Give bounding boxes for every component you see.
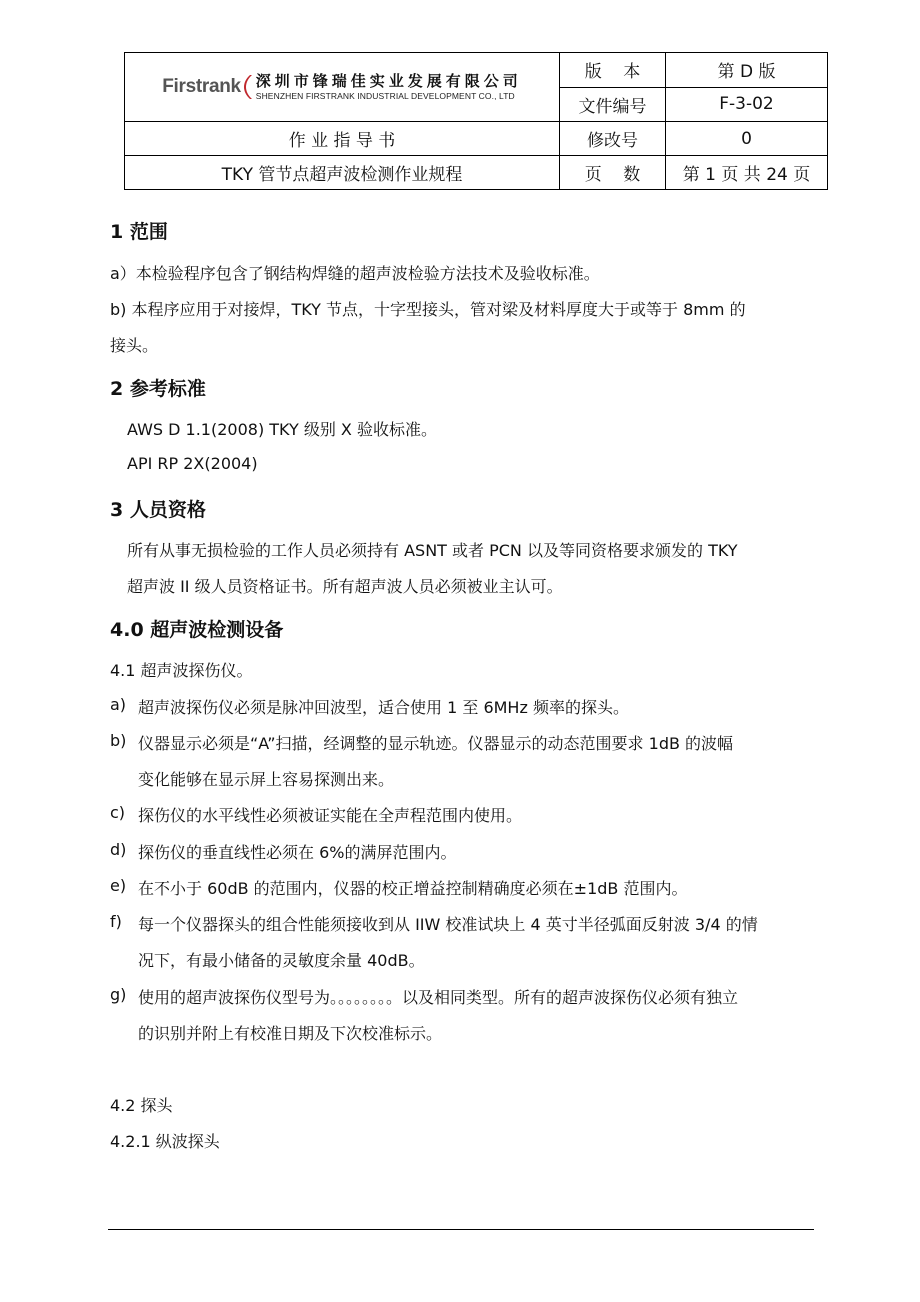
item-text: 况下，有最小储备的灵敏度余量 40dB。 <box>138 951 425 970</box>
item-text: 探伤仪的水平线性必须被证实能在全声程范围内使用。 <box>138 806 523 825</box>
section-4-title: 4.0 超声波检测设备 <box>110 619 284 641</box>
item-label: b) <box>110 731 127 750</box>
item-label: c) <box>110 803 126 822</box>
section-1-item-b-line1: b) 本程序应用于对接焊，TKY 节点，十字型接头，管对梁及材料厚度大于或等于 8mm 的 <box>110 300 746 319</box>
revision-label: 修改号 <box>560 122 666 156</box>
document-header-table <box>124 52 828 190</box>
section-1-title: 1 范围 <box>110 221 168 243</box>
item-text: 在不小于 60dB 的范围内，仪器的校正增益控制精确度必须在±1dB 范围内。 <box>138 879 688 898</box>
section-1-item-a: a）本检验程序包含了钢结构焊缝的超声波检验方法技术及验收标准。 <box>110 264 600 283</box>
section-3-title: 3 人员资格 <box>110 499 206 521</box>
item-label: g) <box>110 985 127 1004</box>
document-type: 作 业 指 导 书 <box>125 122 560 156</box>
revision-value: 0 <box>666 122 828 156</box>
item-label: e) <box>110 876 127 895</box>
document-title: TKY 管节点超声波检测作业规程 <box>125 156 560 190</box>
footer-divider <box>108 1229 814 1230</box>
version-label: 版 本 <box>560 53 666 88</box>
company-logo <box>125 53 559 121</box>
logo-swoosh-icon <box>242 74 254 100</box>
company-logo-cell <box>125 53 560 122</box>
file-number-value: F-3-02 <box>666 87 828 122</box>
company-name-cn: 深圳市锋瑞佳实业发展有限公司 <box>255 71 522 90</box>
item-text: 使用的超声波探伤仪型号为。。。。。。。。以及相同类型。所有的超声波探伤仪必须有独立 <box>138 988 739 1007</box>
item-text: 仪器显示必须是“A”扫描，经调整的显示轨迹。仪器显示的动态范围要求 1dB 的波幅 <box>138 734 734 753</box>
item-label: a) <box>110 695 127 714</box>
item-text: 的识别并附上有校准日期及下次校准标示。 <box>138 1024 443 1043</box>
item-text: 超声波探伤仪必须是脉冲回波型，适合使用 1 至 6MHz 频率的探头。 <box>138 698 629 717</box>
item-text: 探伤仪的垂直线性必须在 6%的满屏范围内。 <box>138 843 457 862</box>
item-text: 变化能够在显示屏上容易探测出来。 <box>138 770 395 789</box>
file-number-label: 文件编号 <box>560 87 666 122</box>
pages-label: 页 数 <box>560 156 666 190</box>
reference-standard-2: API RP 2X(2004) <box>127 454 258 473</box>
section-3-line1: 所有从事无损检验的工作人员必须持有 ASNT 或者 PCN 以及等同资格要求颁发的 TKY <box>127 541 738 560</box>
subsection-4-1: 4.1 超声波探伤仪。 <box>110 661 253 680</box>
logo-brand-text: Firstrank <box>162 76 241 97</box>
section-2-title: 2 参考标准 <box>110 378 206 400</box>
subsection-4-2-1: 4.2.1 纵波探头 <box>110 1132 220 1151</box>
subsection-4-2: 4.2 探头 <box>110 1096 173 1115</box>
item-label: f) <box>110 912 122 931</box>
section-1-item-b-line2: 接头。 <box>110 336 159 355</box>
company-name-en: SHENZHEN FIRSTRANK INDUSTRIAL DEVELOPMENT CO., LTD <box>255 90 515 101</box>
item-text: 每一个仪器探头的组合性能须接收到从 IIW 校准试块上 4 英寸半径弧面反射波 3/4 的情 <box>138 915 758 934</box>
pages-value: 第 1 页 共 24 页 <box>666 156 828 190</box>
version-value: 第 D 版 <box>666 53 828 88</box>
reference-standard-1: AWS D 1.1(2008) TKY 级别 X 验收标准。 <box>127 420 437 439</box>
item-label: d) <box>110 840 127 859</box>
section-3-line2: 超声波 II 级人员资格证书。所有超声波人员必须被业主认可。 <box>127 577 563 596</box>
